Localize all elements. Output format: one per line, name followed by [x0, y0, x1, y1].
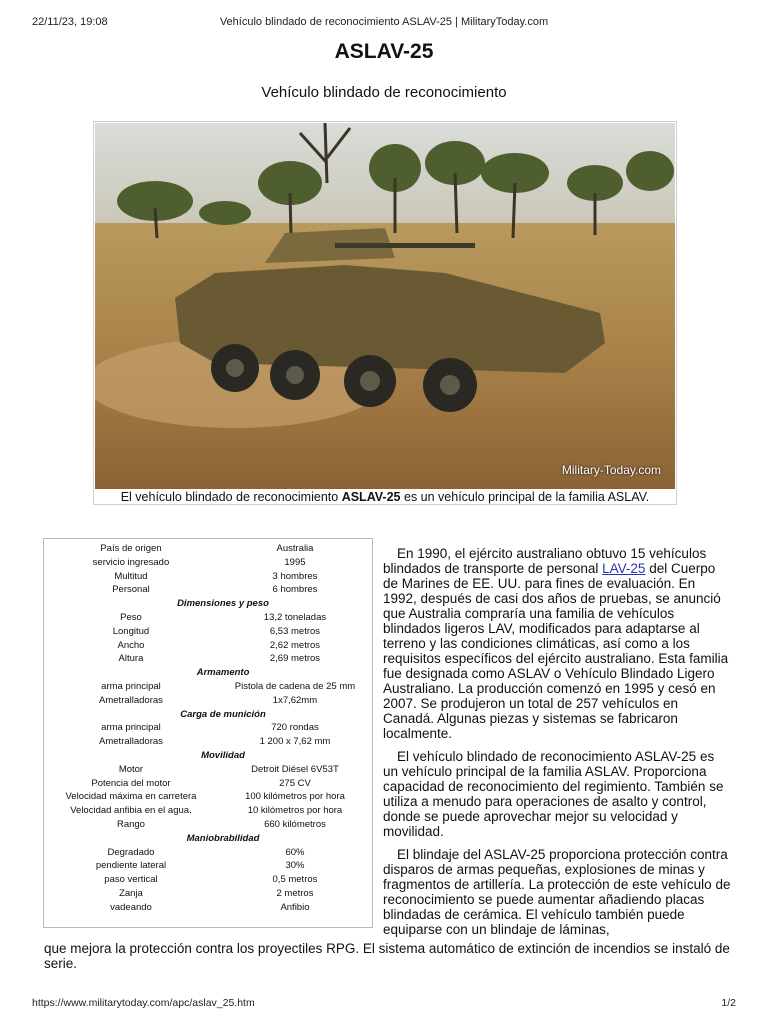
table-row: Potencia del motor 275 CV: [91, 777, 311, 789]
table-row: Ancho 2,62 metros: [117, 639, 321, 651]
section-heading: Dimensiones y peso: [177, 598, 269, 610]
table-row: Personal 6 hombres: [112, 584, 318, 596]
table-row: Velocidad máxima en carretera 100 kilómetros por hora: [65, 791, 345, 803]
print-page-title: Vehículo blindado de reconocimiento ASLAV-25 | MilitaryToday.com: [219, 16, 549, 28]
table-row: Altura 2,69 metros: [118, 653, 321, 665]
article-paragraph-3: El blindaje del ASLAV-25 proporciona protección contra disparos de armas pequeñas, explosiones de minas y fragmentos de artillería. La protección de este vehículo de reconocimiento se puede aumentar añadiendo placas blindadas de cerámica. El vehículo también puede equiparse con un blindaje de láminas,: [383, 847, 731, 937]
photo-watermark: Military-Today.com: [561, 463, 661, 477]
table-row: Zanja 2 metros: [119, 887, 314, 899]
table-row: Rango 660 kilómetros: [116, 818, 326, 830]
specifications-table: [43, 538, 373, 928]
article-body: [383, 546, 731, 945]
table-row: Ametralladoras 1 200 x 7,62 mm: [99, 736, 331, 748]
table-row: pendiente lateral 30%: [95, 860, 305, 872]
table-row: paso vertical 0,5 metros: [104, 874, 318, 886]
table-row: servicio ingresado 1995: [92, 556, 306, 568]
page-title: ASLAV-25: [334, 40, 434, 63]
print-datetime: 22/11/23, 19:08: [32, 16, 108, 28]
table-row: Multitud 3 hombres: [114, 570, 318, 582]
vehicle-photo-figure: [93, 121, 677, 505]
section-heading: Movilidad: [201, 749, 245, 761]
table-row: Motor Detroit Diésel 6V53T: [118, 763, 339, 775]
page-subtitle: Vehículo blindado de reconocimiento: [261, 84, 507, 101]
table-row: arma principal Pistola de cadena de 25 mm: [101, 680, 356, 692]
table-row: Velocidad anfibia en el agua. 10 kilómetros por hora: [70, 805, 343, 817]
vehicle-photo: [95, 123, 675, 489]
article-paragraph-2: El vehículo blindado de reconocimiento ASLAV-25 es un vehículo principal de la familia ASLAV. Proporciona capacidad de reconocimiento del regimiento. También se utiliza a menudo para operaciones de asalto y control, donde se puede aprovechar mejor su velocidad y movilidad.: [383, 749, 724, 839]
article-paragraph-1: En 1990, el ejército australiano obtuvo 15 vehículos blindados de transporte de personal LAV-25 del Cuerpo de Marines de EE. UU. para fines de evaluación. En 1992, después de casi dos años de pruebas, se anunció que Australia compraría una familia de vehículos blindados ligeros LAV, modificados para adaptarse al terreno y las condiciones climáticas, así como a los requisitos específicos del ejército australiano. Esta familia fue designada como ASLAV o Vehículo Blindado Ligero Australiano. La producción comenzó en 1995 y cesó en 2007. Se produjeron un total de 257 vehículos en Canadá. Algunas piezas y sistemas se fabricaron localmente.: [383, 546, 729, 741]
table-row: Longitud 6,53 metros: [112, 625, 321, 637]
photo-caption: El vehículo blindado de reconocimiento ASLAV-25 es un vehículo principal de la familia ASLAV.: [120, 490, 650, 504]
section-heading: Armamento: [196, 667, 250, 679]
table-row: vadeando Anfibio: [110, 901, 310, 913]
article-paragraph-3-continued: que mejora la protección contra los proyectiles RPG. El sistema automático de extinción de incendios se instaló de serie.: [44, 941, 730, 971]
table-row: Peso 13,2 toneladas: [120, 611, 327, 623]
page-url: https://www.militarytoday.com/apc/aslav_25.htm: [32, 997, 255, 1009]
page-number: 1/2: [721, 997, 736, 1009]
lav25-link[interactable]: LAV-25: [602, 561, 646, 576]
table-row: arma principal 720 rondas: [101, 722, 319, 734]
table-row: Ametralladoras 1x7,62mm: [99, 694, 318, 706]
specs-general: [44, 542, 372, 597]
table-row: Degradado 60%: [107, 846, 305, 858]
section-heading: Carga de munición: [180, 708, 266, 720]
table-row: País de origen Australia: [100, 543, 314, 554]
section-heading: Maniobrabilidad: [186, 832, 260, 844]
